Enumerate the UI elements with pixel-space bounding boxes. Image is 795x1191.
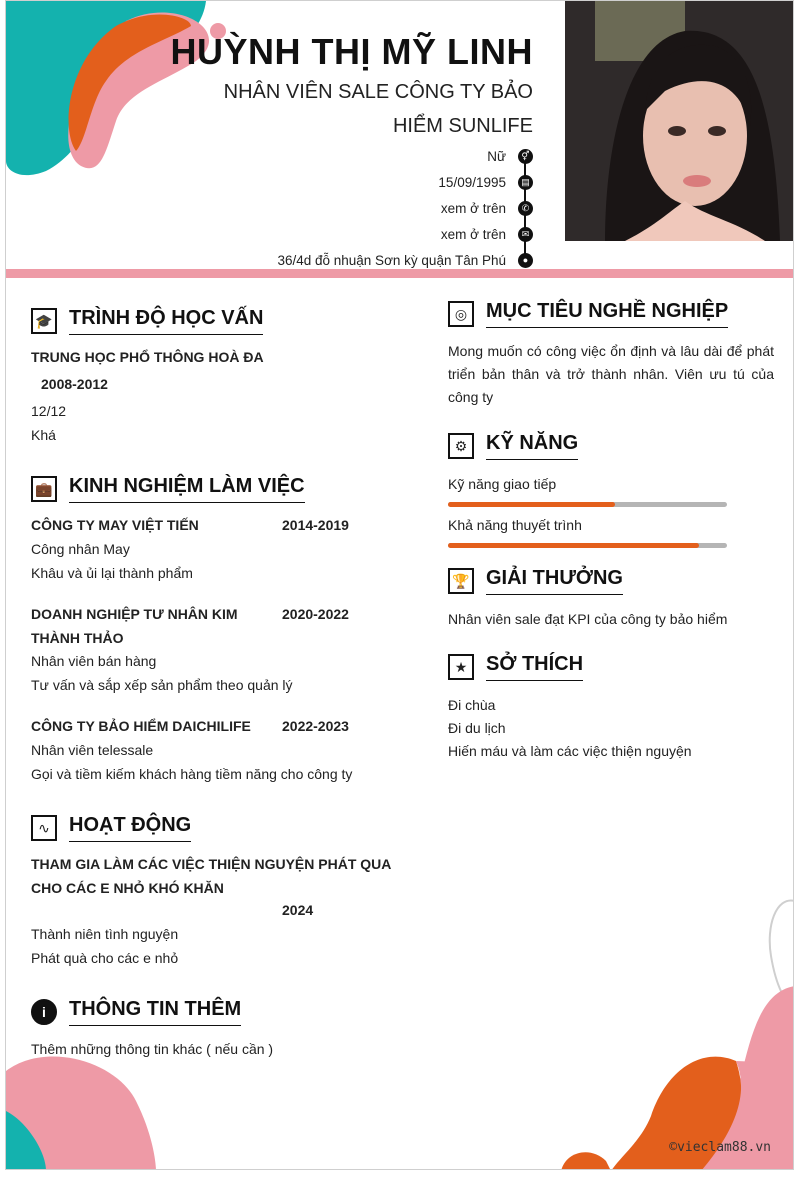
job-title: NHÂN VIÊN SALE CÔNG TY BẢO HIỂM SUNLIFE: [223, 81, 533, 137]
experience-desc: Gọi và tiềm kiếm khách hàng tiềm năng cho công ty: [31, 766, 353, 782]
experience-years: 2022-2023: [282, 718, 349, 734]
experience-company: DOANH NGHIỆP TƯ NHÂN KIM THÀNH THẢO: [31, 606, 238, 646]
section-heading: SỞ THÍCH: [486, 653, 583, 681]
activity-desc: Phát quà cho các e nhỏ: [31, 950, 179, 966]
hobby-item: Hiến máu và làm các việc thiện nguyện: [448, 743, 692, 759]
education-school: TRUNG HỌC PHỔ THÔNG HOÀ ĐA: [31, 349, 264, 365]
education-section-title: [31, 307, 263, 335]
bottom-right-decoration: [561, 896, 794, 1170]
email-icon: ✉: [518, 227, 533, 242]
contact-email[interactable]: [277, 221, 533, 247]
objective-section-title: [448, 300, 728, 328]
hobbies-section-title: [448, 653, 583, 681]
experience-desc: Tư vấn và sắp xếp sản phẩm theo quản lý: [31, 677, 293, 693]
trophy-icon: 🏆: [448, 568, 474, 594]
contact-text: 36/4d đỗ nhuận Sơn kỳ quận Tân Phú: [277, 252, 506, 268]
skill-level-bar: [448, 543, 727, 548]
experience-years: 2020-2022: [282, 606, 349, 622]
contact-gender: [277, 143, 533, 169]
contact-text: xem ở trên: [440, 200, 506, 216]
portrait-illustration: [565, 1, 794, 241]
site-watermark[interactable]: ©vieclam88.vn: [669, 1140, 771, 1155]
pulse-icon: ∿: [31, 815, 57, 841]
experience-years: 2014-2019: [282, 517, 349, 533]
profile-photo: [565, 1, 794, 241]
education-grade: 12/12: [31, 403, 67, 419]
skill-level-bar: [448, 502, 727, 507]
hobby-item: Đi du lịch: [448, 720, 506, 736]
experience-role: Nhân viên telessale: [31, 742, 154, 758]
extra-text: Thêm những thông tin khác ( nếu cần ): [31, 1041, 274, 1057]
experience-desc: Khâu và ủi lại thành phẩm: [31, 565, 193, 581]
skill-level-fill: [448, 543, 699, 548]
bottom-left-decoration: [6, 1051, 166, 1170]
candidate-name: HUỲNH THỊ MỸ LINH: [170, 31, 533, 72]
contact-text: xem ở trên: [440, 226, 506, 242]
skills-section-title: [448, 432, 578, 460]
experience-role: Nhân viên bán hàng: [31, 653, 157, 669]
star-icon: ★: [448, 654, 474, 680]
contact-phone[interactable]: [277, 195, 533, 221]
experience-section-title: [31, 475, 305, 503]
education-rank: Khá: [31, 427, 56, 443]
gear-icon: ⚙: [448, 433, 474, 459]
section-heading: MỤC TIÊU NGHỀ NGHIỆP: [486, 300, 728, 328]
graduation-cap-icon: 🎓: [31, 308, 57, 334]
activity-year: 2024: [282, 902, 314, 918]
section-heading: TRÌNH ĐỘ HỌC VẤN: [69, 307, 263, 335]
activities-section-title: [31, 814, 191, 842]
section-heading: KINH NGHIỆM LÀM VIỆC: [69, 475, 305, 503]
header-divider: [6, 269, 794, 278]
experience-company: CÔNG TY BẢO HIỂM DAICHILIFE: [31, 718, 251, 734]
contact-text: Nữ: [487, 148, 506, 164]
skill-name: Kỹ năng giao tiếp: [448, 476, 557, 492]
target-icon: ◎: [448, 301, 474, 327]
section-heading: KỸ NĂNG: [486, 432, 578, 460]
hobby-item: Đi chùa: [448, 697, 496, 713]
contact-list: [277, 143, 533, 273]
awards-section-title: [448, 567, 623, 595]
gender-icon: ⚥: [518, 149, 533, 164]
section-heading: THÔNG TIN THÊM: [69, 998, 241, 1026]
contact-birthday: [277, 169, 533, 195]
activity-name: THAM GIA LÀM CÁC VIỆC THIỆN NGUYỆN PHÁT QUA CHO CÁC E NHỎ KHÓ KHĂN: [31, 856, 391, 896]
cv-page: [5, 0, 794, 1170]
objective-text: Mong muốn có công việc ổn định và lâu dài để phát triển bản thân và trở thành nhân. Viên ưu tú của công ty: [448, 343, 774, 405]
experience-role: Công nhân May: [31, 541, 130, 557]
briefcase-icon: 💼: [31, 476, 57, 502]
contact-text: 15/09/1995: [438, 174, 506, 190]
location-icon: ●: [518, 253, 533, 268]
skill-name: Khả năng thuyết trình: [448, 517, 582, 533]
extra-section-title: [31, 998, 241, 1026]
award-text: Nhân viên sale đạt KPI của công ty bảo hiểm: [448, 611, 728, 627]
info-icon: i: [31, 999, 57, 1025]
section-heading: HOẠT ĐỘNG: [69, 814, 191, 842]
education-years: 2008-2012: [41, 376, 108, 392]
section-heading: GIẢI THƯỞNG: [486, 567, 623, 595]
activity-role: Thành niên tình nguyện: [31, 926, 179, 942]
phone-icon: ✆: [518, 201, 533, 216]
skill-level-fill: [448, 502, 615, 507]
birthday-cake-icon: ▤: [518, 175, 533, 190]
experience-company: CÔNG TY MAY VIỆT TIẾN: [31, 517, 199, 533]
